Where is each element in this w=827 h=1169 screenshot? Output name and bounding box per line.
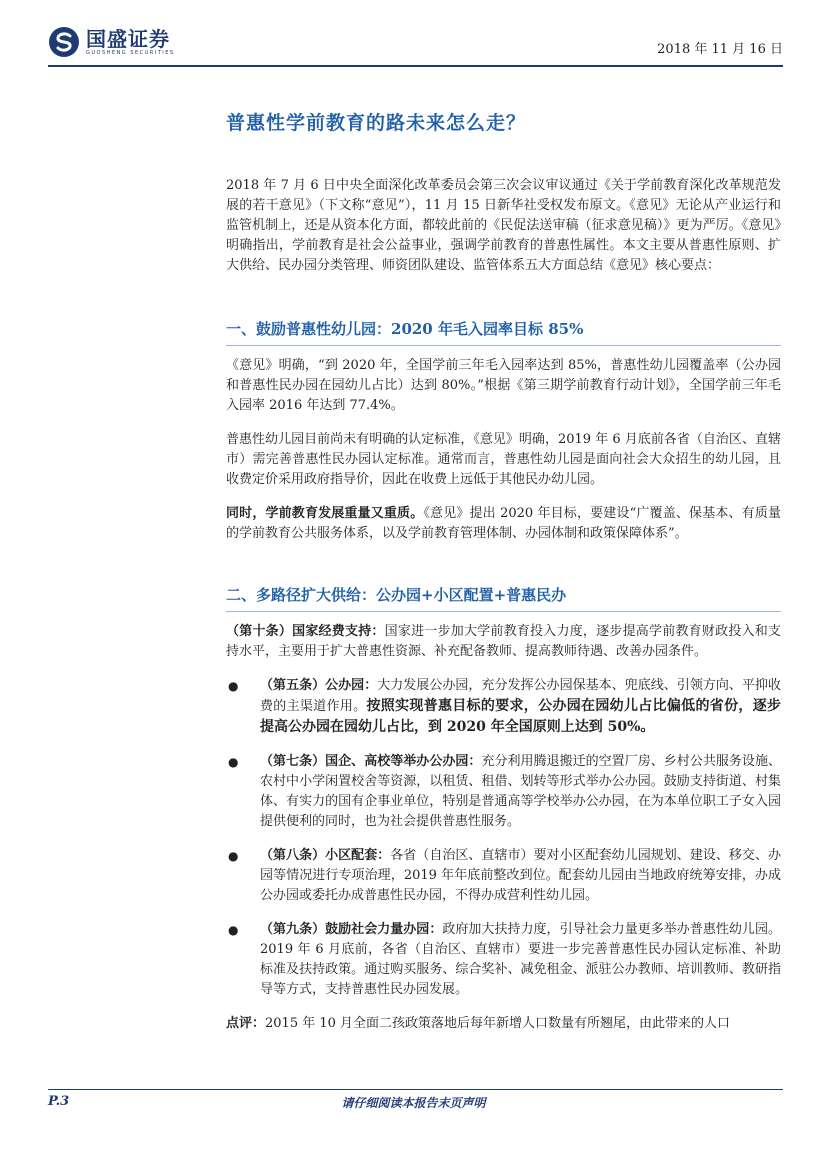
- section-2-lead-bold: （第十条）国家经费支持：: [226, 624, 385, 639]
- bullet-icon: ●: [228, 679, 239, 693]
- section-2-divider: [226, 611, 781, 612]
- bullet-icon: ●: [228, 923, 239, 937]
- bullet-text: 各省（自治区、直辖市）要对小区配套幼儿园规划、建设、移交、办园等情况进行专项治理，2019 年年底前整改到位。配套幼儿园由当地政府统筹安排，办成公办园或委托办成普惠性民办园，不得办成营利性幼儿园。: [260, 848, 781, 903]
- company-logo: [48, 26, 175, 58]
- report-body: [226, 176, 781, 1048]
- section-1-paragraph-1: 《意见》明确，“到 2020 年，全国学前三年毛入园率达到 85%，普惠性幼儿园覆盖率（公办园和普惠性民办园在园幼儿占比）达到 80%。”根据《第三期学前教育行动计划》，全国学前三年毛入园率 2016 年达到 77.4%。: [226, 358, 781, 413]
- logo-name-en: GUOSHENG SECURITIES: [86, 49, 175, 56]
- bullet-icon: ●: [228, 849, 239, 863]
- list-item: [226, 676, 781, 738]
- header-divider: [48, 65, 783, 67]
- list-item: [226, 920, 781, 1000]
- section-1-paragraph-2: 普惠性幼儿园目前尚未有明确的认定标准，《意见》明确，2019 年 6 月底前各省（自治区、直辖市）需完善普惠性民办园认定标准。通常而言，普惠性幼儿园是面向社会大众招生的幼儿园，且收费定价采用政府指导价，因此在收费上远低于其他民办幼儿园。: [226, 432, 781, 487]
- comment-label: 点评：: [226, 1016, 266, 1031]
- bullet-text: 大力发展公办园，充分发挥公办园保基本、兜底线、引领方向、平抑收费的主渠道作用。: [260, 678, 781, 714]
- section-2-lead-paragraph: [226, 622, 781, 662]
- list-item: [226, 846, 781, 906]
- section-1-paragraph-3: [226, 504, 781, 544]
- comment-paragraph: [226, 1014, 781, 1034]
- logo-name-cn: 国盛证券: [86, 26, 170, 51]
- page-header: [48, 24, 783, 64]
- report-date: 2018 年 11 月 16 日: [657, 42, 783, 57]
- bullet-emphasis: 按照实现普惠目标的要求，公办园在园幼儿占比偏低的省份，逐步提高公办园在园幼儿占比，到 2020 年全国原则上达到 50%。: [260, 698, 781, 735]
- section-1-p3-lead: 同时，学前教育发展重量又重质。: [226, 506, 424, 521]
- logo-icon: [48, 26, 80, 58]
- section-2-lead-text: 国家进一步加大学前教育投入力度，逐步提高学前教育财政投入和支持水平，主要用于扩大普惠性资源、补充配备教师、提高教师待遇、改善办园条件。: [226, 624, 781, 659]
- bullet-title: （第八条）小区配套：: [260, 848, 391, 863]
- footer-divider: [48, 1089, 783, 1090]
- bullet-title: （第五条）公办园：: [260, 678, 378, 693]
- comment-text: 2015 年 10 月全面二孩政策落地后每年新增人口数量有所翘尾，由此带来的人口: [265, 1016, 731, 1031]
- spacer: [226, 290, 781, 318]
- section-1-divider: [226, 345, 781, 346]
- footer-disclaimer: 请仔细阅读本报告末页声明: [341, 1096, 486, 1110]
- page-number: P.3: [48, 1094, 70, 1109]
- bullet-text: 充分利用腾退搬迁的空置厂房、乡村公共服务设施、农村中小学闲置校舍等资源，以租赁、租借、划转等形式举办公办园。鼓励支持街道、村集体、有实力的国有企事业单位，特别是普通高等学校举办公办园，在为本单位职工子女入园提供便利的同时，也为社会提供普惠性服务。: [260, 754, 781, 829]
- bullet-title: （第九条）鼓励社会力量办园：: [260, 922, 443, 937]
- section-2-heading: 二、多路径扩大供给：公办园+小区配置+普惠民办: [226, 586, 567, 604]
- report-title: 普惠性学前教育的路未来怎么走？: [226, 112, 527, 134]
- bullet-title: （第七条）国企、高校等举办公办园：: [260, 754, 482, 769]
- section-1-p3-text: 《意见》提出 2020 年目标，要建设“广覆盖、保基本、有质量的学前教育公共服务体系，以及学前教育管理体制、办园体制和政策保障体系”。: [226, 506, 781, 541]
- section-1-heading: 一、鼓励普惠性幼儿园：2020 年毛入园率目标 85%: [226, 320, 584, 338]
- intro-paragraph: 2018 年 7 月 6 日中央全面深化改革委员会第三次会议审议通过《关于学前教育深化改革规范发展的若干意见》（下文称“意见”），11 月 15 日新华社受权发布原文。《意见》无论从产业运行和监管机制上，还是从资本化方面，都较此前的《民促法送审稿（征求意见稿）》更为严厉。《意见》明确指出，学前教育是社会公益事业，强调学前教育的普惠性属性。本文主要从普惠性原则、扩大供给、民办园分类管理、师资团队建设、监管体系五大方面总结《意见》核心要点：: [226, 178, 781, 273]
- spacer: [226, 558, 781, 584]
- bullet-icon: ●: [228, 755, 239, 769]
- bullet-text: 政府加大扶持力度，引导社会力量更多举办普惠性幼儿园。2019 年 6 月底前，各省（自治区、直辖市）要进一步完善普惠性民办园认定标准、补助标准及扶持政策。通过购买服务、综合奖补、减免租金、派驻公办教师、培训教师、教研指导等方式，支持普惠性民办园发展。: [260, 922, 781, 997]
- list-item: [226, 752, 781, 832]
